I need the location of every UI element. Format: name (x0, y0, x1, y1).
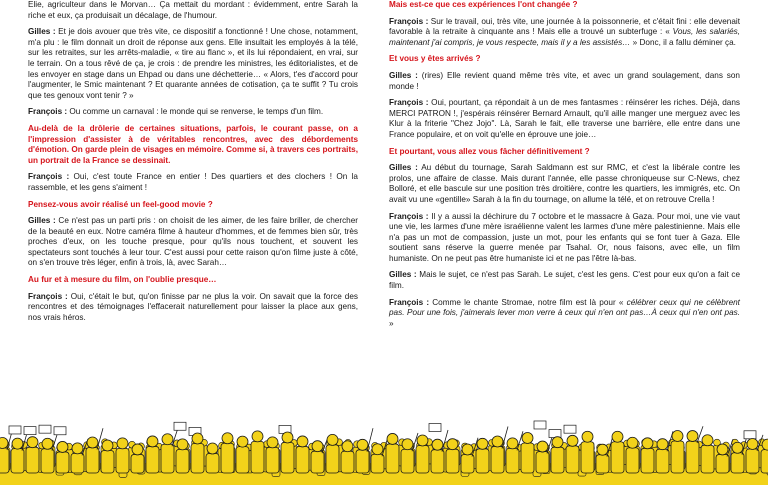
speaker-label: François : (389, 16, 429, 26)
interview-question: Et pourtant, vous allez vous fâcher définitivement ? (389, 146, 590, 156)
answer-paragraph: François : Comme le chante Stromae, notre film est là pour « célébrer ceux qui ne célèbrent pas. Pour une fois, j'aimerais lever mon verre à ceux qui n'en ont pas…À ceux qui n'en ont pas. » (389, 297, 740, 328)
speaker-label: François : (389, 211, 429, 221)
answer-paragraph: François : Sur le travail, oui, très vite, une journée à la poissonnerie, et c'était fini : elle devenait favorable à la retraite à cinquante ans ! Mais elle a trouvé un subterfuge : « Vous, les salariés, maintenant j'ai compris, je vous respecte, mais il y a les assistés… » Donc, il a fallu déminer ça. (389, 16, 740, 47)
intro-paragraph: Elie, agriculteur dans le Morvan… Ça mettait du mordant : évidemment, entre Sarah la riche et eux, ça produisait un décalage, de l'humour. (28, 0, 358, 20)
speaker-label: Gilles : (389, 163, 418, 173)
right-column (389, 0, 740, 335)
left-column (28, 0, 358, 329)
answer-paragraph: François : Il y a aussi la déchirure du 7 octobre et le massacre à Gaza. Pour moi, une vie vaut une vie, les larmes d'une mère israélienne valent les larmes d'une mère palestinienne. Mais elle n'a pas un mot de compassion, juste un mot, pour les enfants qui se font tuer à Gaza. Elle soutient sans réserve la guerre menée par Tsahal. Or, nous faisons, avec elle, un film humaniste. On ne peut pas être humaniste ici et ne pas l'être là-bas. (389, 211, 740, 263)
answer-paragraph: François : Oui, c'est toute France en entier ! Des quartiers et des clochers ! On la rassemble, et les gens s'aiment ! (28, 172, 358, 192)
speaker-label: François : (389, 297, 430, 307)
answer-paragraph: Gilles : Ce n'est pas un parti pris : on choisit de les aimer, de les faire briller, de chercher de la beauté en eux. Notre caméra filme à hauteur d'hommes, et de femmes bien sûr, très proches d'eux, on les touche presque, pour qu'ils nous touchent, et souvent les spectateurs sont touchés à leur tour. C'est aussi pour cette raison qu'on filme juste à côté, on s'en trouve très léger, enfin à trois, là, avec Sarah… (28, 216, 358, 268)
speaker-label: François : (28, 107, 68, 117)
interview-question: Au fur et à mesure du film, on l'oublie presque… (28, 275, 217, 285)
answer-paragraph: Gilles : (rires) Elle revient quand même très vite, et avec un grand soulagement, dans son monde ! (389, 70, 740, 91)
answer-paragraph: François : Ou comme un carnaval : le monde qui se renverse, le temps d'un film. (28, 107, 324, 117)
interview-question: Au-delà de la drôlerie de certaines situations, parfois, le courant passe, on a l'impression d'assister à de véritables rencontres, avec des débordements d'émotion. On garde plein de visages en mémoire. Comme si, à travers ces portraits, un portrait de la France se dessinait. (28, 123, 358, 165)
crowd-illustration (0, 405, 768, 485)
speaker-label: François : (28, 172, 70, 182)
answer-paragraph: Gilles : Au début du tournage, Sarah Saldmann est sur RMC, et c'est la libérale contre les prolos, une affaire de classe. Mais durant l'année, elle passe chroniqueuse sur C-News, chez Bolloré, et elle bascule sur une position très droitière, contre les quartiers, les immigrés, etc. On avait vu une «gentille» Sarah à la fin du tournage, on allume la télé, et on retrouve Crella ! (389, 163, 740, 204)
speaker-label: Gilles : (28, 216, 56, 226)
answer-paragraph: Gilles : Mais le sujet, ce n'est pas Sarah. Le sujet, c'est les gens. C'est pour eux qu'on a fait ce film. (389, 270, 740, 291)
speaker-label: Gilles : (389, 70, 418, 80)
interview-question: Et vous y êtes arrivés ? (389, 54, 481, 64)
interview-question: Pensez-vous avoir réalisé un feel-good movie ? (28, 199, 213, 209)
interview-question: Mais est-ce que ces expériences l'ont changée ? (389, 0, 578, 9)
speaker-label: Gilles : (28, 27, 56, 37)
answer-paragraph: François : Oui, c'était le but, qu'on finisse par ne plus la voir. On savait que la force des rencontres et des témoignages l'effacerait naturellement pour laisser la place aux gens, nos vrais héros. (28, 291, 358, 322)
speaker-label: François : (28, 291, 68, 301)
speaker-label: François : (389, 98, 429, 108)
answer-paragraph: Gilles : Et je dois avouer que très vite, ce dispositif a fonctionné ! Une chose, notamment, m'a plu : le film donnait un droit de réponse aux gens. Elle insultait les employés à la télé, sur les retraites, sur les arrêts-maladie, « tire au flanc », et ils lui répondaient, en vrai, sur le terrain. On a tous rêvé de ça, je crois : de prendre les ministres, les éditorialistes, et de les envoyer en stage dans un Ehpad ou dans une déchetterie… « Alors, t'es d'accord pour l'augmenter, le Smic maintenant ? Et quarante années de cotisation, ça te suffit ? Tu crois que tes genoux vont tenir ? » (28, 27, 358, 100)
speaker-label: Gilles : (389, 270, 417, 280)
answer-paragraph: François : Oui, pourtant, ça répondait à un de mes fantasmes : réinsérer les riches. Déjà, dans MERCI PATRON !, j'espérais réinsérer Bernard Arnault, qu'il aille manger une merguez avec les Klur à la friterie "Chez Jojo". Là, Sarah le fait, elle traverse une barrière, elle entre dans une France populaire, et on voit qu'elle en éprouve une joie… (389, 98, 740, 139)
